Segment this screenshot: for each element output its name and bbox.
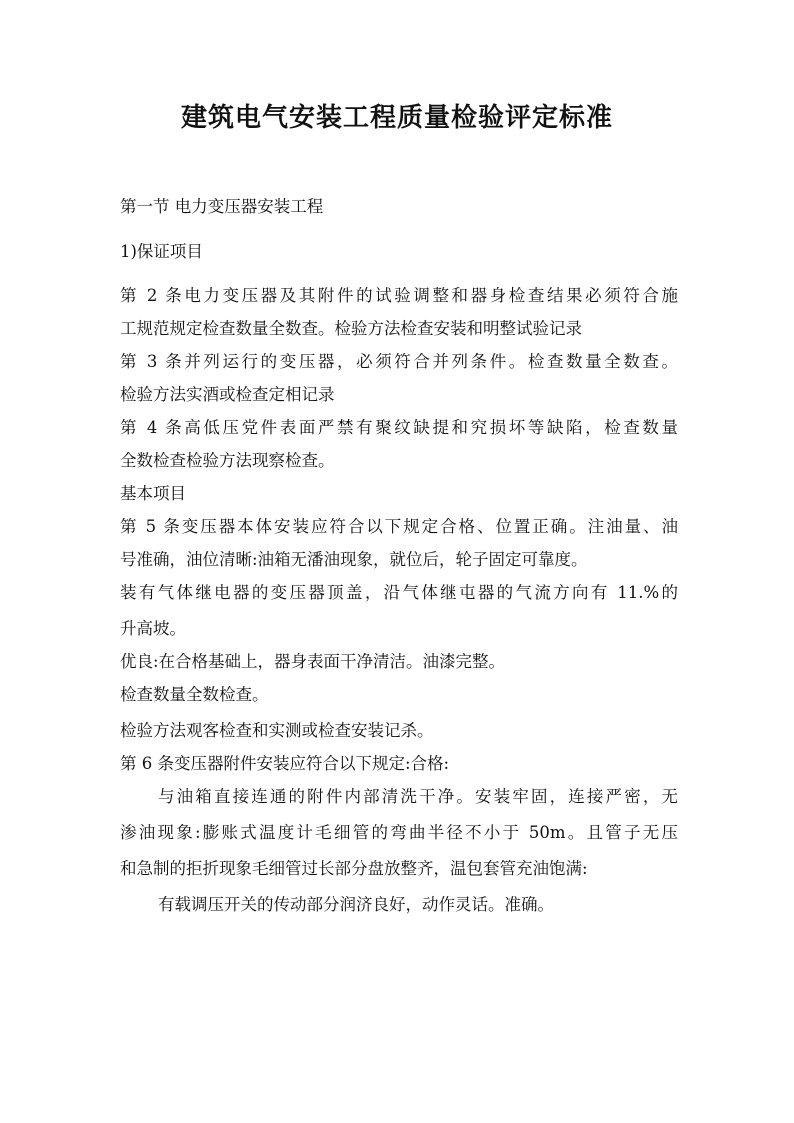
paragraph-line: 与油箱直接连通的附件内部清洗干净。安装牢固，连接严密，无 [158,787,678,806]
paragraph-line: 有载调压开关的传动部分润济良好，动作灵话。准确。 [158,895,554,914]
paragraph-line: 第 2 条电力变压器及其附件的试验调整和器身检查结果必须符合施 [120,286,678,305]
paragraph-line: 检验方法实酒或检查定相记录 [120,385,335,404]
paragraph-line: 第 6 条变压器附件安装应符合以下规定:合格: [120,754,450,773]
paragraph-line: 和急制的拒折现象毛细管过长部分盘放整齐，温包套管充油饱满: [120,859,588,878]
subsection-heading: 1)保证项目 [120,242,203,261]
paragraph-line: 渗油现象:膨账式温度计毛细管的弯曲半径不小于 50m。且管子无压 [120,823,678,842]
document-body [120,192,678,923]
paragraph-line: 装有气体继电器的变压器顶盖，沿气体继屯器的气流方向有 11.%的 [120,583,678,602]
paragraph-line: 检查数量全数检查。 [120,685,269,704]
paragraph-line: 第 3 条并列运行的变压器，必须符合并列条件。检查数量全数查。 [120,352,678,371]
paragraph-line: 第 5 条变压器本体安装应符合以下规定合格、位置正确。注油量、油 [120,517,678,536]
document-title: 建筑电气安装工程质量检验评定标准 [180,103,613,133]
paragraph-line: 号准确，油位清晰:油箱无潘油现象，就位后，轮子固定可靠度。 [120,550,588,569]
paragraph-line: 第 4 条高低压党件表面严禁有聚纹缺提和究损坏等缺陷，检查数量 [120,418,678,437]
section-heading: 第一节 电力变压器安装工程 [120,197,324,216]
paragraph-line: 优良:在合格基础上，器身表面干净清洁。油漆完整。 [120,652,506,671]
subsection-heading: 基本项目 [120,484,186,503]
paragraph-line: 检验方法观客检查和实测或检查安装记杀。 [120,721,434,740]
paragraph-line: 升高坡。 [120,619,186,638]
paragraph-line: 工规范规定检查数量全数查。检验方法检查安装和明整试验记录 [120,319,582,338]
paragraph-line: 全数检查检验方法现察检查。 [120,451,335,470]
